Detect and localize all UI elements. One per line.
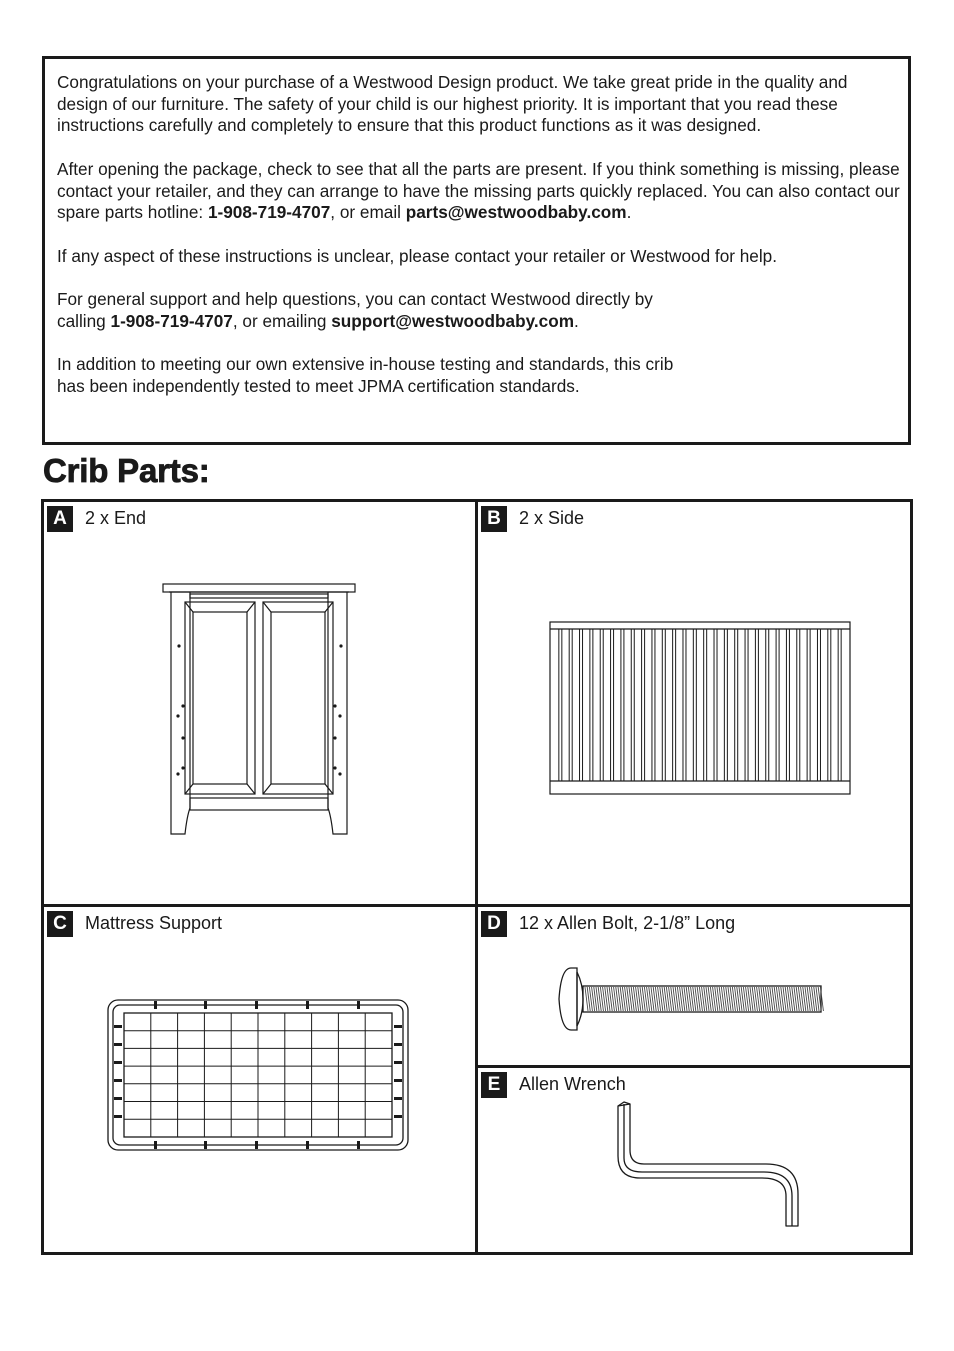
part-cell-b (478, 502, 910, 904)
part-letter-a: A (47, 506, 73, 532)
part-letter-c: C (47, 911, 73, 937)
certification-line-2: has been independently tested to meet JPMA certification standards. (57, 375, 580, 396)
parts-check-text: After opening the package, check to see that all the parts are present. If you think something is missing, please contact your retailer, and they can arrange to have the missing parts quickly replaced. You can also contact our spare parts hotline: (57, 159, 900, 223)
part-cell-e (478, 1068, 910, 1252)
parts-email-period: . (626, 202, 632, 223)
part-letter-d: D (481, 911, 507, 937)
intro-paragraph-support (57, 289, 902, 332)
part-label-c: Mattress Support (85, 913, 223, 933)
mattress-clip (154, 1001, 157, 1009)
mattress-clip (394, 1079, 402, 1082)
allen-bolt-icon (557, 964, 827, 1034)
part-label-a: 2 x End (85, 508, 147, 528)
mattress-clip (255, 1141, 258, 1149)
intro-box (42, 56, 911, 445)
part-label-b: 2 x Side (519, 508, 585, 528)
parts-hotline-phone: 1-908-719-4707 (207, 202, 331, 223)
crib-side-rail-icon (549, 621, 851, 795)
allen-wrench-icon (614, 1100, 804, 1230)
section-title: Crib Parts: (43, 452, 210, 489)
support-phone: 1-908-719-4707 (110, 310, 233, 331)
part-letter-e: E (481, 1072, 507, 1098)
part-label-d: 12 x Allen Bolt, 2-1/8” Long (519, 913, 736, 933)
part-cell-d (478, 907, 910, 1065)
mattress-clip (114, 1043, 122, 1046)
mattress-clip (357, 1141, 360, 1149)
support-email: support@westwoodbaby.com (331, 310, 575, 331)
mattress-clip (114, 1115, 122, 1118)
mattress-clip (306, 1001, 309, 1009)
parts-email: parts@westwoodbaby.com (405, 202, 627, 223)
mattress-clip (394, 1025, 402, 1028)
part-label-e: Allen Wrench (519, 1074, 626, 1094)
support-line-1: For general support and help questions, you can contact Westwood directly by (57, 289, 653, 309)
mattress-clip (394, 1115, 402, 1118)
mattress-clip (394, 1097, 402, 1100)
certification-line-1: In addition to meeting our own extensive in-house testing and standards, this crib (57, 354, 674, 374)
mattress-clip (114, 1079, 122, 1082)
intro-paragraph-help: If any aspect of these instructions is unclear, please contact your retailer or Westwood for help. (57, 246, 778, 266)
mattress-clip (114, 1097, 122, 1100)
intro-paragraph-certification (57, 354, 902, 397)
part-cell-a (44, 502, 475, 904)
mattress-clip (114, 1025, 122, 1028)
part-cell-c (44, 907, 475, 1252)
mattress-support-icon (102, 995, 414, 1155)
mattress-clip (204, 1001, 207, 1009)
support-calling-text: calling (57, 310, 111, 331)
mattress-clip (204, 1141, 207, 1149)
mattress-clip (394, 1061, 402, 1064)
support-email-connector: , or emailing (232, 310, 332, 331)
mattress-clip (394, 1043, 402, 1046)
intro-paragraph-parts-check (57, 159, 902, 224)
support-email-period: . (574, 310, 579, 331)
mattress-clip (255, 1001, 258, 1009)
mattress-clip (154, 1141, 157, 1149)
mattress-clip (306, 1141, 309, 1149)
mattress-clip (114, 1061, 122, 1064)
mattress-clip (357, 1001, 360, 1009)
parts-grid (41, 499, 913, 1255)
part-letter-b: B (481, 506, 507, 532)
intro-paragraph-welcome: Congratulations on your purchase of a Westwood Design product. We take great pride in the quality and design of our furniture. The safety of your child is our highest priority. It is important that you read these instructions carefully and completely to ensure that this product functions as it was designed. (57, 72, 848, 136)
crib-end-panel-icon (159, 580, 359, 840)
parts-email-connector: , or email (330, 202, 406, 223)
